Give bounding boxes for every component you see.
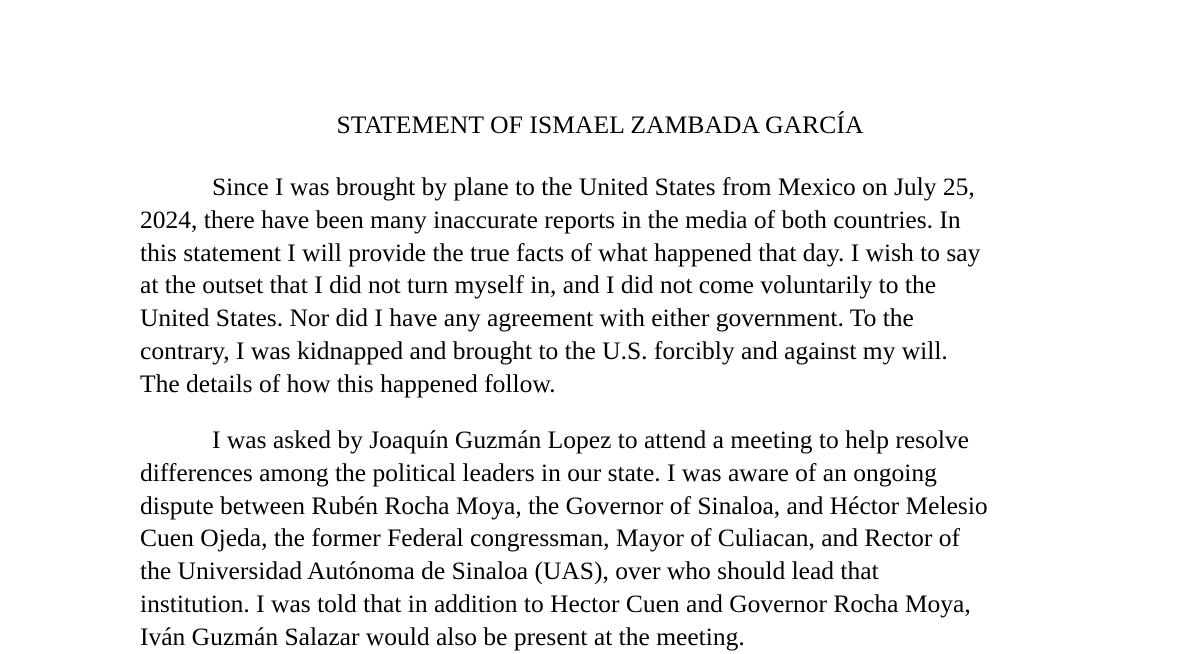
paragraph-line: the Universidad Autónoma de Sinaloa (UAS), over who should lead that [140, 556, 879, 586]
paragraph-1 [140, 171, 1070, 401]
paragraph-line: differences among the political leaders in our state. I was aware of an ongoing [140, 457, 937, 487]
paragraph-line: institution. I was told that in addition to Hector Cuen and Governor Rocha Moya, [140, 588, 971, 618]
paragraph-line: at the outset that I did not turn myself in, and I did not come voluntarily to the [140, 270, 937, 300]
paragraph-line: Cuen Ojeda, the former Federal congressman, Mayor of Culiacan, and Rector of [140, 523, 960, 553]
paragraph-line: this statement I will provide the true facts of what happened that day. I wish to say [140, 237, 981, 267]
paragraph-line: I was asked by Joaquín Guzmán Lopez to attend a meeting to help resolve [212, 425, 969, 454]
paragraph-line: Since I was brought by plane to the United States from Mexico on July 25, [212, 172, 975, 201]
paragraph-2 [140, 424, 1070, 654]
paragraph-line: The details of how this happened follow. [140, 368, 556, 398]
paragraph-line: dispute between Rubén Rocha Moya, the Governor of Sinaloa, and Héctor Melesio [140, 490, 988, 520]
paragraph-line: contrary, I was kidnapped and brought to the U.S. forcibly and against my will. [140, 335, 948, 365]
document-title: STATEMENT OF ISMAEL ZAMBADA GARCÍA [336, 110, 864, 139]
paragraph-line: United States. Nor did I have any agreement with either government. To the [140, 303, 914, 333]
paragraph-line: Iván Guzmán Salazar would also be present at the meeting. [140, 621, 745, 651]
paragraph-line: 2024, there have been many inaccurate reports in the media of both countries. In [140, 204, 961, 234]
